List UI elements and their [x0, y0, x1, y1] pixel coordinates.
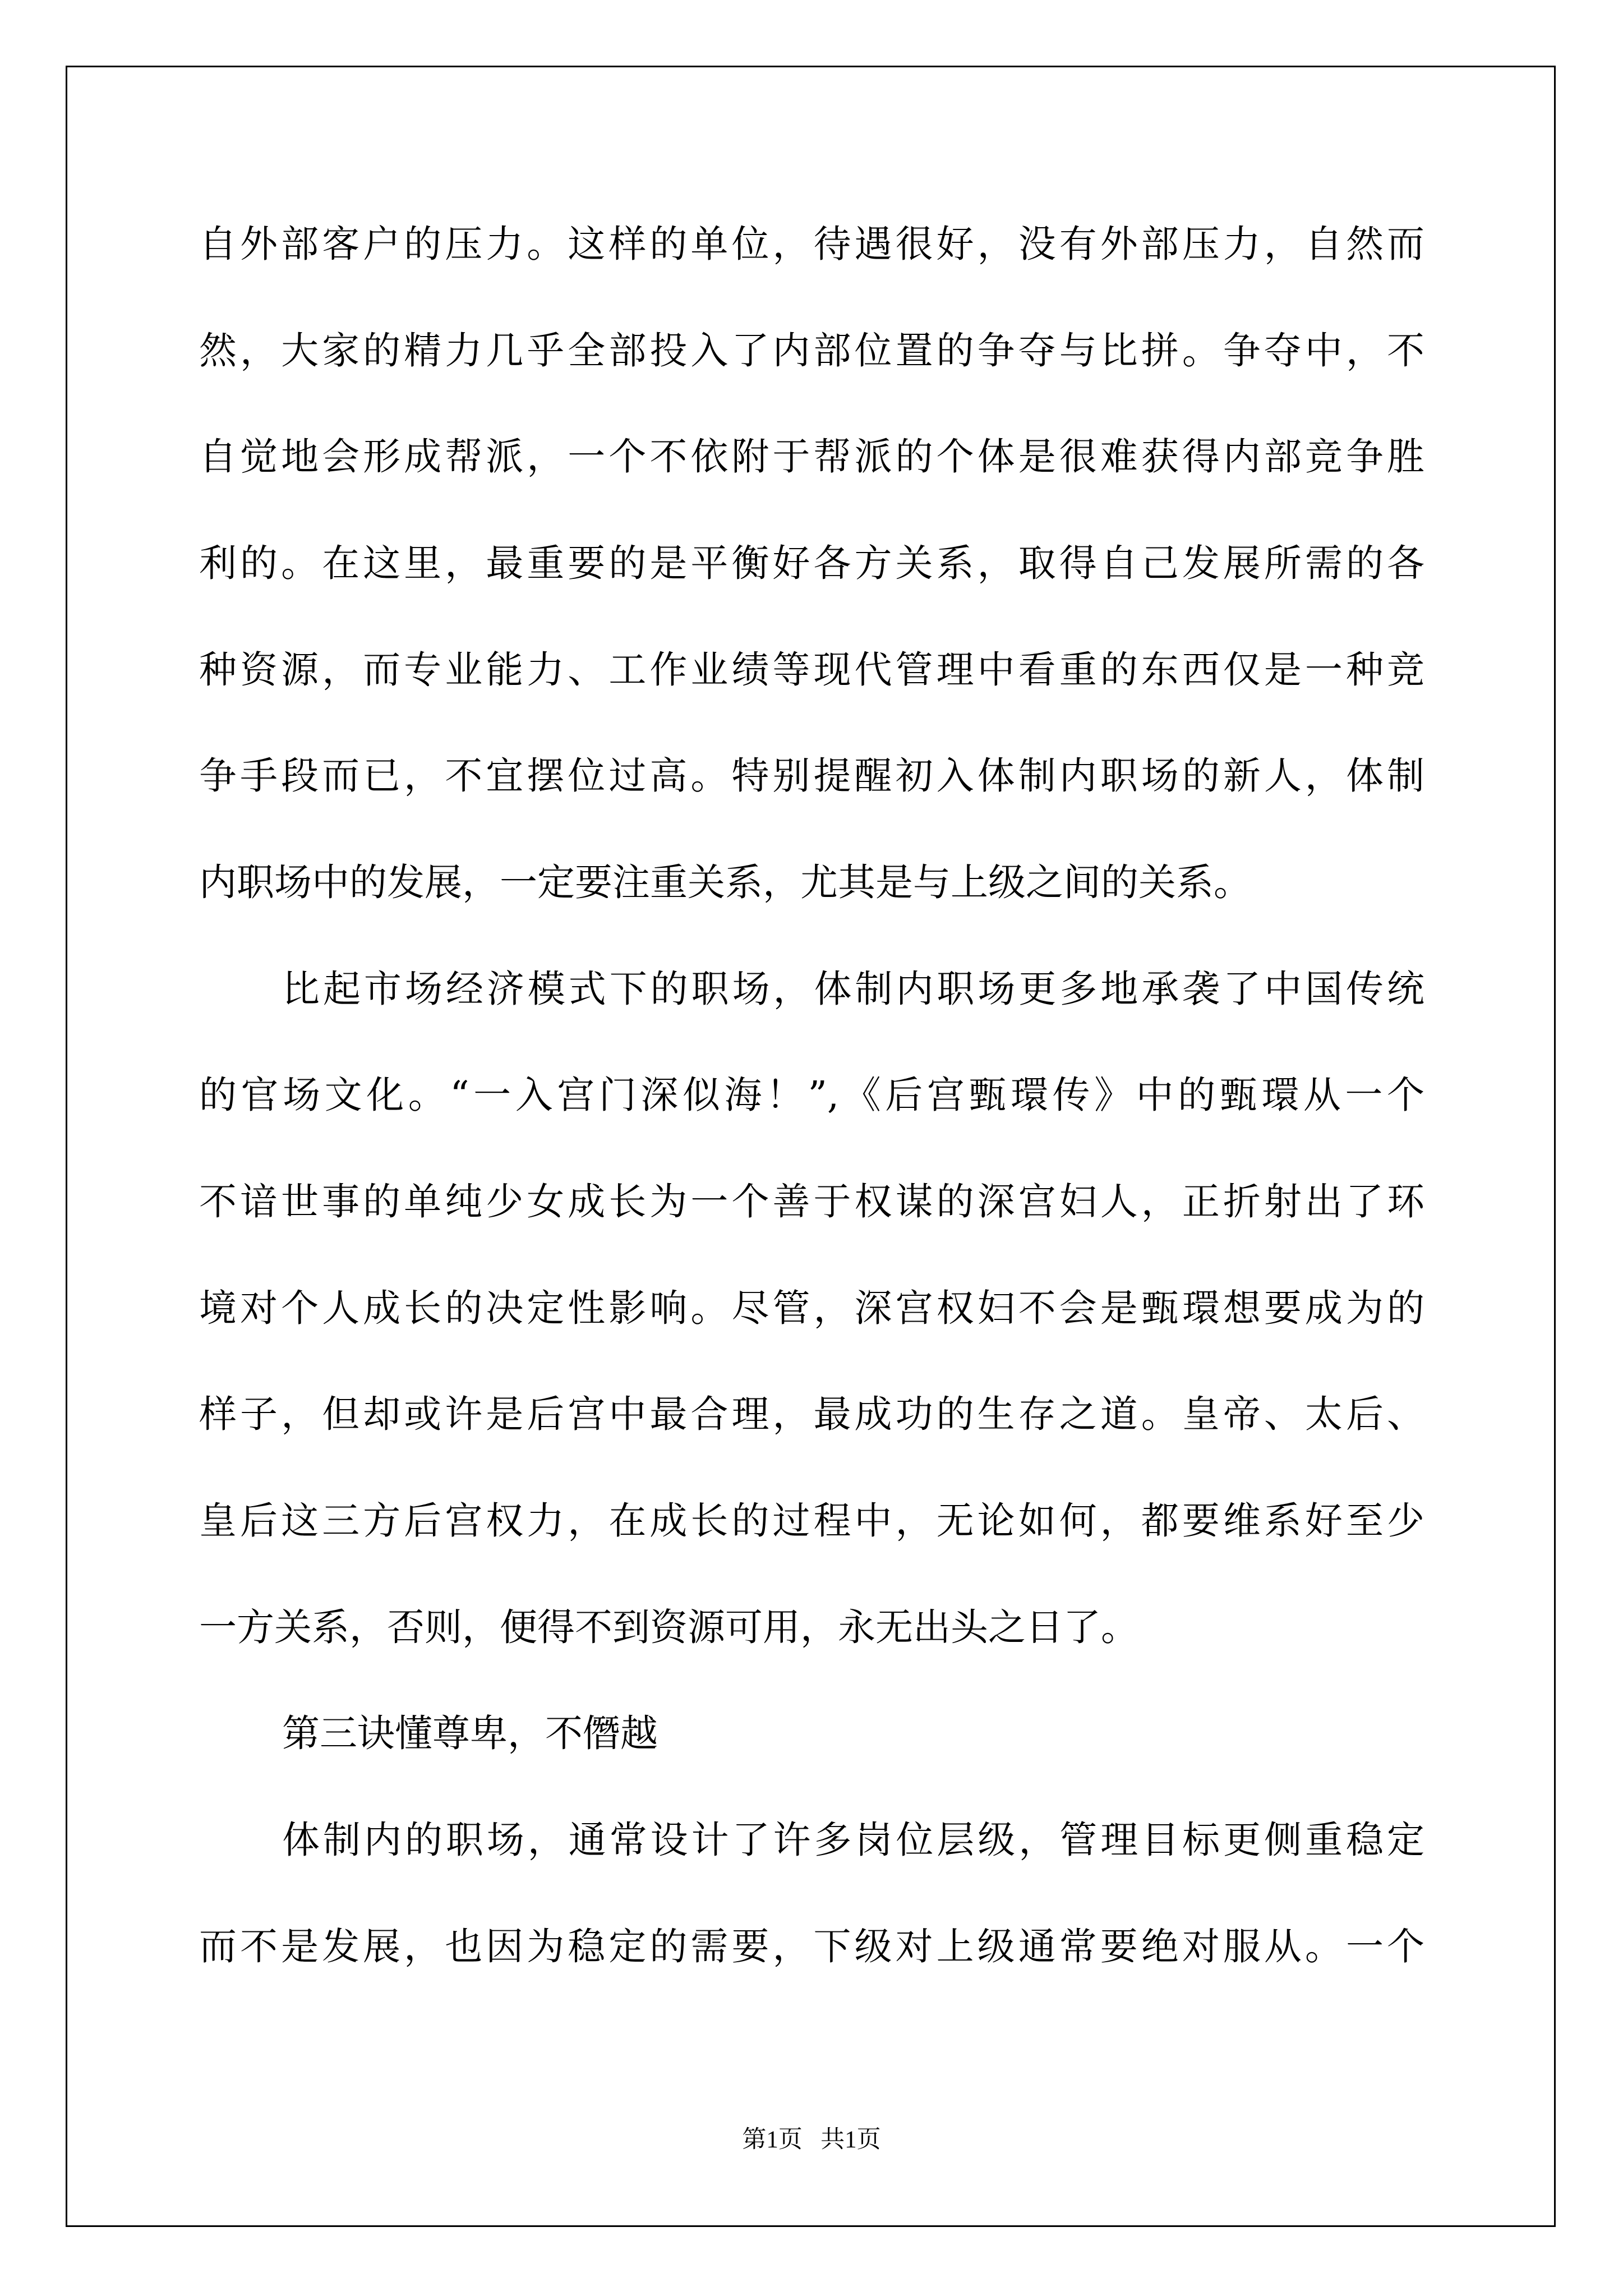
page-number-footer: 第1页 共1页 [742, 2127, 881, 2153]
body-text-line: 皇后这三方后宫权力，在成长的过程中，无论如何，都要维系好至少 [199, 1499, 1424, 1543]
body-text-line: 争手段而已，不宜摆位过高。特别提醒初入体制内职场的新人，体制 [199, 754, 1424, 798]
body-text-line: 内职场中的发展，一定要注重关系，尤其是与上级之间的关系。 [199, 861, 1251, 904]
body-text-line: 自外部客户的压力。这样的单位，待遇很好，没有外部压力，自然而 [199, 222, 1424, 266]
body-text-line: 样子，但却或许是后宫中最合理，最成功的生存之道。皇帝、太后、 [199, 1392, 1424, 1436]
body-text-line: 自觉地会形成帮派，一个不依附于帮派的个体是很难获得内部竞争胜 [199, 435, 1424, 478]
body-text-line: 利的。在这里，最重要的是平衡好各方关系，取得自己发展所需的各 [199, 541, 1424, 585]
body-text-line: 不谙世事的单纯少女成长为一个善于权谋的深宫妇人，正折射出了环 [199, 1180, 1424, 1223]
body-text-line: 种资源，而专业能力、工作业绩等现代管理中看重的东西仅是一种竞 [199, 648, 1424, 692]
body-text-line: 的官场文化。“一入宫门深似海！”,《后宫甄環传》中的甄環从一个 [199, 1073, 1424, 1117]
paragraph-first-line: 比起市场经济模式下的职场，体制内职场更多地承袭了中国传统 [282, 967, 1424, 1011]
body-text-line: 然，大家的精力几乎全部投入了内部位置的争夺与比拼。争夺中，不 [199, 329, 1424, 372]
page-border [66, 66, 1556, 2227]
body-text-line: 境对个人成长的决定性影响。尽管，深宫权妇不会是甄環想要成为的 [199, 1286, 1424, 1330]
paragraph-first-line: 体制内的职场，通常设计了许多岗位层级，管理目标更侧重稳定 [282, 1818, 1424, 1862]
body-text-line: 而不是发展，也因为稳定的需要，下级对上级通常要绝对服从。一个 [199, 1925, 1424, 1968]
section-heading: 第三诀懂尊卑，不僭越 [282, 1711, 658, 1755]
body-text-line: 一方关系，否则，便得不到资源可用，永无出头之日了。 [199, 1605, 1138, 1649]
